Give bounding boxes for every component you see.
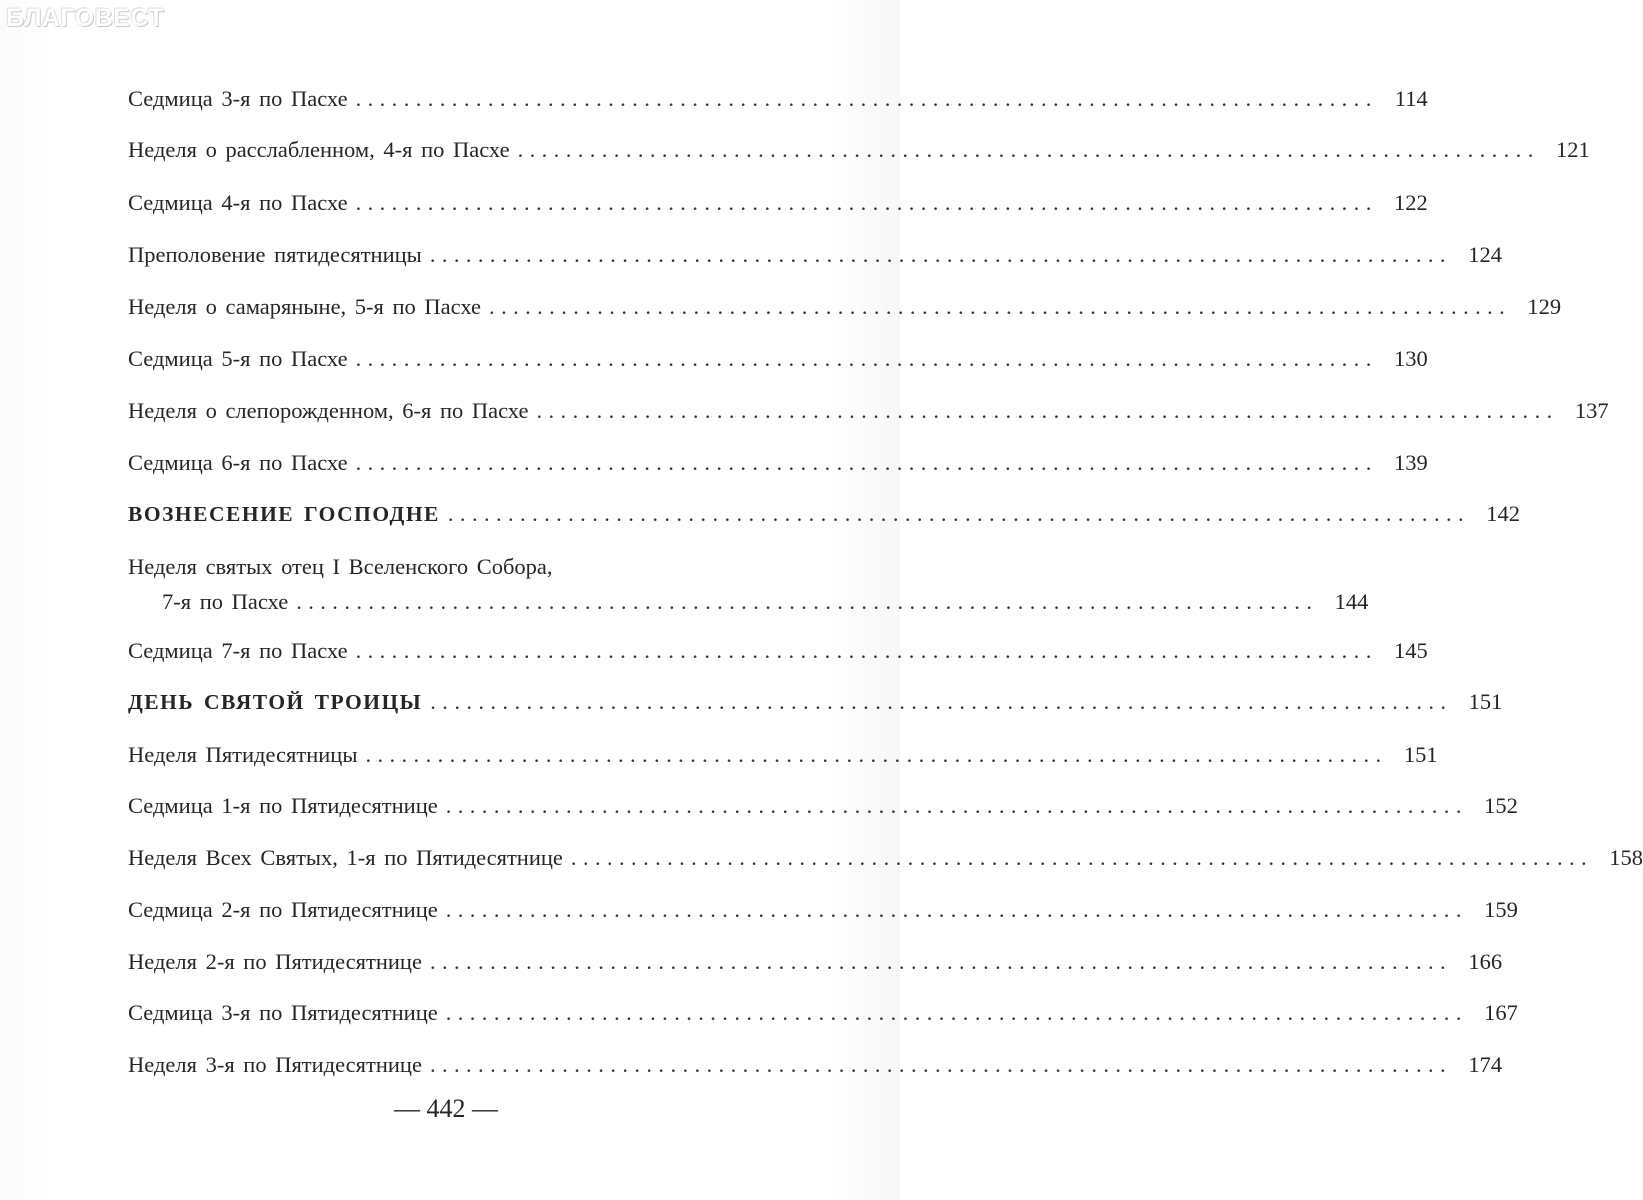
toc-entry [128,843,1643,873]
dot-leader: ..................................................................................... [445,793,1468,818]
toc-entry [128,791,1518,821]
toc-entry [128,188,1428,218]
dot-leader: ..................................................................................... [429,949,1453,974]
dot-leader: ..................................................................................... [489,294,1512,319]
toc-entry [128,135,1590,165]
toc-entry [128,292,1562,322]
toc-entry-title: Неделя святых отец I Вселенского Собора, [128,554,553,579]
toc-entry [128,1050,1503,1080]
dot-leader: ..................................................................................... [517,137,1540,162]
toc-entry-title: Седмица 5-я по Пасхе [128,346,348,371]
toc-entry-page: 151 [1468,689,1503,714]
toc-entry [128,636,1428,666]
toc-entry [128,240,1502,270]
dot-leader: ..................................................................................... [355,638,1378,663]
toc-entry [128,448,1428,478]
dot-leader: ..................................................................................... [430,689,1453,714]
toc-entry [128,396,1609,426]
toc-entry [128,895,1518,925]
toc-entry-page: 122 [1393,190,1428,215]
dot-leader: ..................................................................................... [355,346,1378,371]
toc-entry-title: Седмица 1-я по Пятидесятнице [128,793,438,818]
toc-entry [128,947,1503,977]
toc-entry-title: Неделя Пятидесятницы [128,742,358,767]
toc-entry [128,998,1518,1028]
toc-entry-page: 129 [1527,294,1562,319]
toc-entry-page: 167 [1484,1000,1518,1025]
toc-entry-page: 145 [1393,638,1428,663]
toc-entry-page: 174 [1468,1052,1503,1077]
toc-entry-title: Неделя о самаряныне, 5-я по Пасхе [128,294,482,319]
toc-entry-title: Преполовение пятидесятницы [128,242,422,267]
toc-entry-title: Седмица 6-я по Пасхе [128,450,348,475]
toc-entry-title: Неделя о расслабленном, 4-я по Пасхе [128,137,510,162]
toc-entry [128,344,1428,374]
toc-entry-title: Неделя Всех Святых, 1-я по Пятидесятнице [128,845,563,870]
dot-leader: ..................................................................................... [429,242,1452,267]
toc-entry [128,84,1428,114]
toc-entry-page: 142 [1486,501,1521,526]
toc-entry-title: Седмица 7-я по Пасхе [128,638,348,663]
toc-entry-page: 114 [1394,86,1428,111]
dot-leader: ..................................................................................... [445,1000,1468,1025]
toc-entry-page: 166 [1468,949,1503,974]
dot-leader: ..................................................................................... [365,742,1388,767]
toc-entry-page: 137 [1574,398,1609,423]
page-number: — 442 — [394,1094,498,1123]
dot-leader: ..................................................................................... [536,398,1559,423]
toc-entry-page: 158 [1609,845,1643,870]
dot-leader: ..................................................................................... [296,589,1319,614]
toc-entry-page: 124 [1468,242,1502,267]
toc-entry-title-continued: 7-я по Пасхе [162,589,289,614]
toc-entry [128,740,1438,770]
watermark-logo: БЛАГОВЕСТ [6,4,165,32]
toc-entry-title: Седмица 2-я по Пятидесятнице [128,897,438,922]
dot-leader: ..................................................................................... [445,897,1468,922]
dot-leader: ..................................................................................... [355,190,1378,215]
toc-entry-page: 130 [1393,346,1428,371]
dot-leader: ..................................................................................... [429,1052,1453,1077]
toc-entry-page: 159 [1484,897,1518,922]
toc-entry-title: Седмица 4-я по Пасхе [128,190,348,215]
toc-section-heading [128,687,1503,717]
toc-entry-title: Неделя о слепорожденном, 6-я по Пасхе [128,398,529,423]
toc-entry-page: 151 [1403,742,1438,767]
toc-entry [128,552,1369,617]
toc-entry-page: 152 [1484,793,1518,818]
toc-section-heading [128,499,1521,529]
toc-entry-title: ВОЗНЕСЕНИЕ ГОСПОДНЕ [128,502,440,526]
toc-entry-page: 144 [1334,589,1369,614]
toc-entry-title: Седмица 3-я по Пасхе [128,86,348,111]
dot-leader: ..................................................................................... [447,501,1471,526]
toc-entry-title: Седмица 3-я по Пятидесятнице [128,1000,438,1025]
toc-entry-title: Неделя 2-я по Пятидесятнице [128,949,422,974]
dot-leader: ..................................................................................... [355,450,1378,475]
dot-leader: ..................................................................................... [570,845,1594,870]
toc-entry-title: ДЕНЬ СВЯТОЙ ТРОИЦЫ [128,690,423,714]
toc-entry-page: 121 [1555,137,1590,162]
toc-entry-page: 139 [1393,450,1428,475]
toc-entry-title: Неделя 3-я по Пятидесятнице [128,1052,422,1077]
dot-leader: ..................................................................................... [355,86,1378,111]
